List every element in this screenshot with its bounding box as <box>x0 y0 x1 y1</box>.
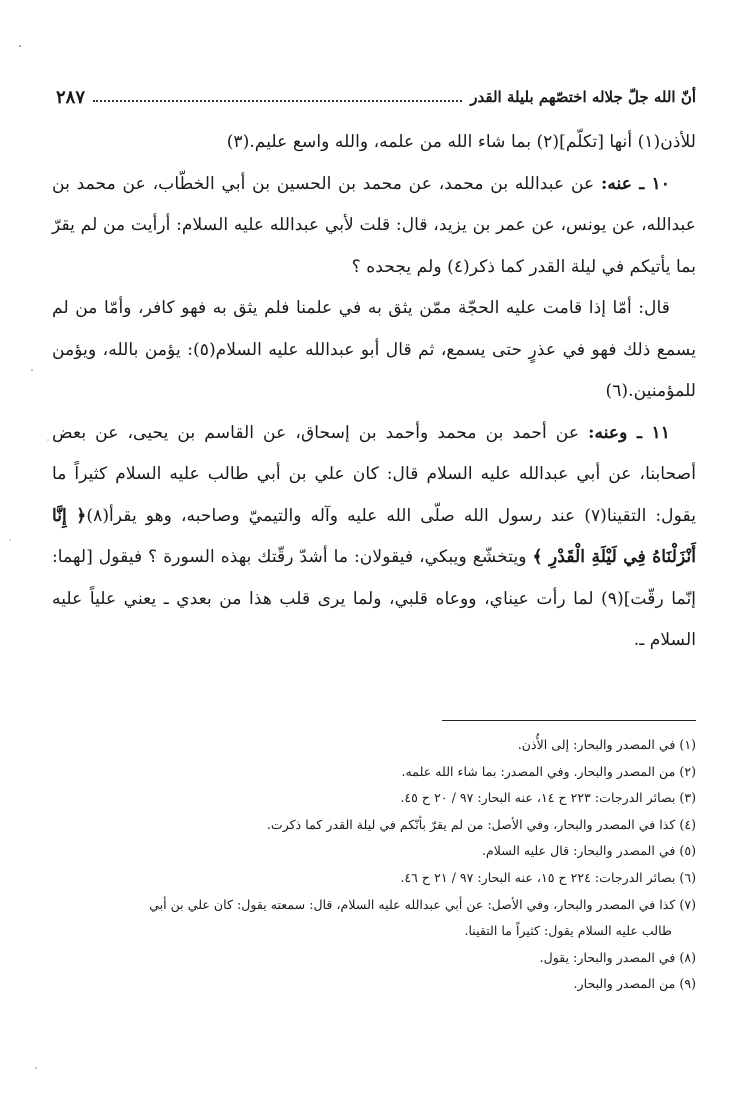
hadith-10-text: عن عبدالله بن محمد، عن محمد بن الحسين بن أبي الخطّاب، عن محمد بن عبدالله، عن يونس، عن عمر بن يزيد، قال: قلت لأبي عبدالله عليه السلام: أرأيت من لم يقرّ بما يأتيكم في ليلة القدر كما ذكر(٤) ولم يجحده ؟ <box>52 173 696 277</box>
footnote-4: (٤) كذا في المصدر والبحار، وفي الأصل: من لم يقرّ بأنّكم في ليلة القدر كما ذكرت. <box>266 816 696 832</box>
footnote-7: (٧) كذا في المصدر والبحار، وفي الأصل: عن أبي عبدالله عليه السلام، قال: سمعته يقول: كان علي بن أبي <box>149 896 696 912</box>
header-dot-leader <box>93 100 462 102</box>
hadith-11-number: ١١ ـ وعنه: <box>588 422 670 443</box>
footnote-8: (٨) في المصدر والبحار: يقول. <box>539 949 696 965</box>
hadith-11-text-a: عن أحمد بن محمد وأحمد بن إسحاق، عن القاسم بن يحيى، عن بعض أصحابنا، عن أبي عبدالله عليه السلام قال: كان علي بن أبي طالب عليه السلام كثيراً ما يقول: التقينا(٧) عند رسول الله صلّى الله عليه وآله والتيميّ وصاحبه، وهو يقرأ(٨) <box>52 422 696 526</box>
hadith-11 <box>52 413 696 662</box>
footnote-separator <box>442 720 696 721</box>
footnote-2: (٢) من المصدر والبحار. وفي المصدر: بما شاء الله علمه. <box>401 763 696 779</box>
header-title: أنّ الله جلّ جلاله اختصّهم بليلة القدر <box>470 88 696 106</box>
quran-verse: ﴿ إِنَّا أَنْزَلْنَاهُ فِي لَيْلَةِ الْقَدْرِ ﴾ <box>52 505 696 567</box>
page-number: ٢٨٧ <box>56 86 86 108</box>
hadith-10-number: ١٠ ـ عنه: <box>601 173 670 194</box>
hadith-11-text-b: ويتخشّع ويبكي، فيقولان: ما أشدّ رقّتك بهذه السورة ؟ فيقول [لهما: إنّما رقّت](٩) لما رأت عيناي، ووعاه قلبي، ولما يرى قلب هذا من بعدي ـ يعني علياً عليه السلام ـ. <box>52 547 696 650</box>
footnote-5: (٥) في المصدر والبحار: قال عليه السلام. <box>481 843 696 859</box>
running-header <box>56 84 696 110</box>
hadith-10-answer: قال: أمّا إذا قامت عليه الحجّة ممّن يثق به في علمنا فلم يثق به فهو كافر، وأمّا من لم يسمع ذلك فهو في عذرٍ حتى يسمع، ثم قال أبو عبدالله عليه السلام(٥): يؤمن بالله، ويؤمن للمؤمنين.(٦) <box>52 298 696 401</box>
hadith-10 <box>52 164 696 289</box>
footnote-3: (٣) بصائر الدرجات: ٢٢٣ ح ١٤، عنه البحار: ٩٧ / ٢٠ ح ٤٥. <box>400 790 696 806</box>
footnote-1: (١) في المصدر والبحار: إلى الأُذن. <box>517 737 696 752</box>
main-text <box>52 122 696 662</box>
footnotes <box>52 732 696 998</box>
footnote-9: (٩) من المصدر والبحار. <box>573 976 696 992</box>
footnote-6: (٦) بصائر الدرجات: ٢٢٤ ح ١٥، عنه البحار: ٩٧ / ٢١ ح ٤٦. <box>400 869 696 885</box>
paragraph-continuation: للأذن(١) أنها [تكلّم](٢) بما شاء الله من علمه، والله واسع عليم.(٣) <box>226 132 696 152</box>
footnote-7-continuation: طالب عليه السلام يقول: كثيراً ما التقينا. <box>464 923 672 939</box>
